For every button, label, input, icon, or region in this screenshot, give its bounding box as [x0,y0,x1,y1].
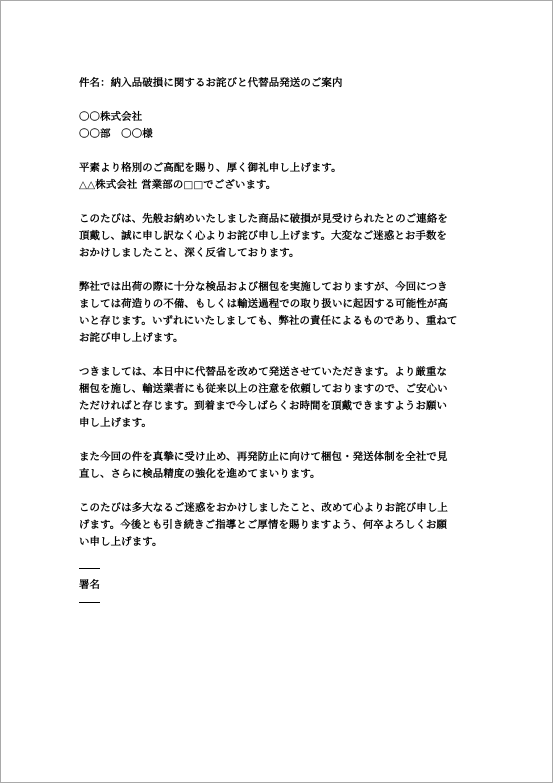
cause-paragraph [79,279,477,347]
signature-rule-bottom [79,602,100,603]
closing-paragraph [79,500,477,551]
prevention-paragraph [79,449,477,483]
letter-body [79,75,477,611]
paragraph-line: 弊社では出荷の際に十分な検品および梱包を実施しておりますが、今回につき [79,281,448,293]
replacement-paragraph [79,364,477,432]
paragraph-line: 平素より格別のご高配を賜り、厚く御礼申し上げます。 [79,162,342,174]
paragraph-line: また今回の件を真摯に受け止め、再発防止に向けて梱包・発送体制を全社で見 [79,451,448,463]
addressee-person: 〇〇部 〇〇様 [79,128,153,140]
paragraph-line: このたびは、先般お納めいたしました商品に破損が見受けられたとのご連絡を [79,213,448,225]
greeting-paragraph [79,160,477,194]
paragraph-line: ただければと存じます。到着まで今しばらくお時間を頂戴できますようお願い [79,400,448,412]
paragraph-line: 直し、さらに検品精度の強化を進めてまいります。 [79,468,321,480]
paragraph-line: いと存じます。いずれにいたしましても、弊社の責任によるものであり、重ねて [79,315,458,327]
paragraph-line: 梱包を施し、輸送業者にも従来以上の注意を依頼しておりますので、ご安心い [79,383,448,395]
signature-label: 署名 [79,579,101,591]
paragraph-line: 頂戴し、誠に申し訳なく心よりお詫び申し上げます。大変なご迷惑とお手数を [79,230,448,242]
paragraph-line: このたびは多大なるご迷惑をおかけしましたこと、改めて心よりお詫び申し上 [79,502,448,514]
paragraph-line: お詫び申し上げます。 [79,332,184,344]
apology-paragraph [79,211,477,262]
subject-line: 件名：納入品破損に関するお詫びと代替品発送のご案内 [79,77,343,89]
paragraph-line: い申し上げます。 [79,536,163,548]
signature-rule-top [79,568,100,569]
paragraph-line: おかけしましたこと、深く反省しております。 [79,247,300,259]
paragraph-line: げます。今後とも引き続きご指導とご厚情を賜りますよう、何卒よろしくお願 [79,519,448,531]
paragraph-line: つきましては、本日中に代替品を改めて発送させていただきます。より厳重な [79,366,448,378]
paragraph-line: △△株式会社 営業部の□□でございます。 [79,179,277,191]
paragraph-line: 申し上げます。 [79,417,152,429]
signature-block [79,568,477,603]
paragraph-line: ましては荷造りの不備、もしくは輸送過程での取り扱いに起因する可能性が高 [79,298,448,310]
addressee-company: 〇〇株式会社 [79,111,143,123]
addressee-block [79,109,477,143]
